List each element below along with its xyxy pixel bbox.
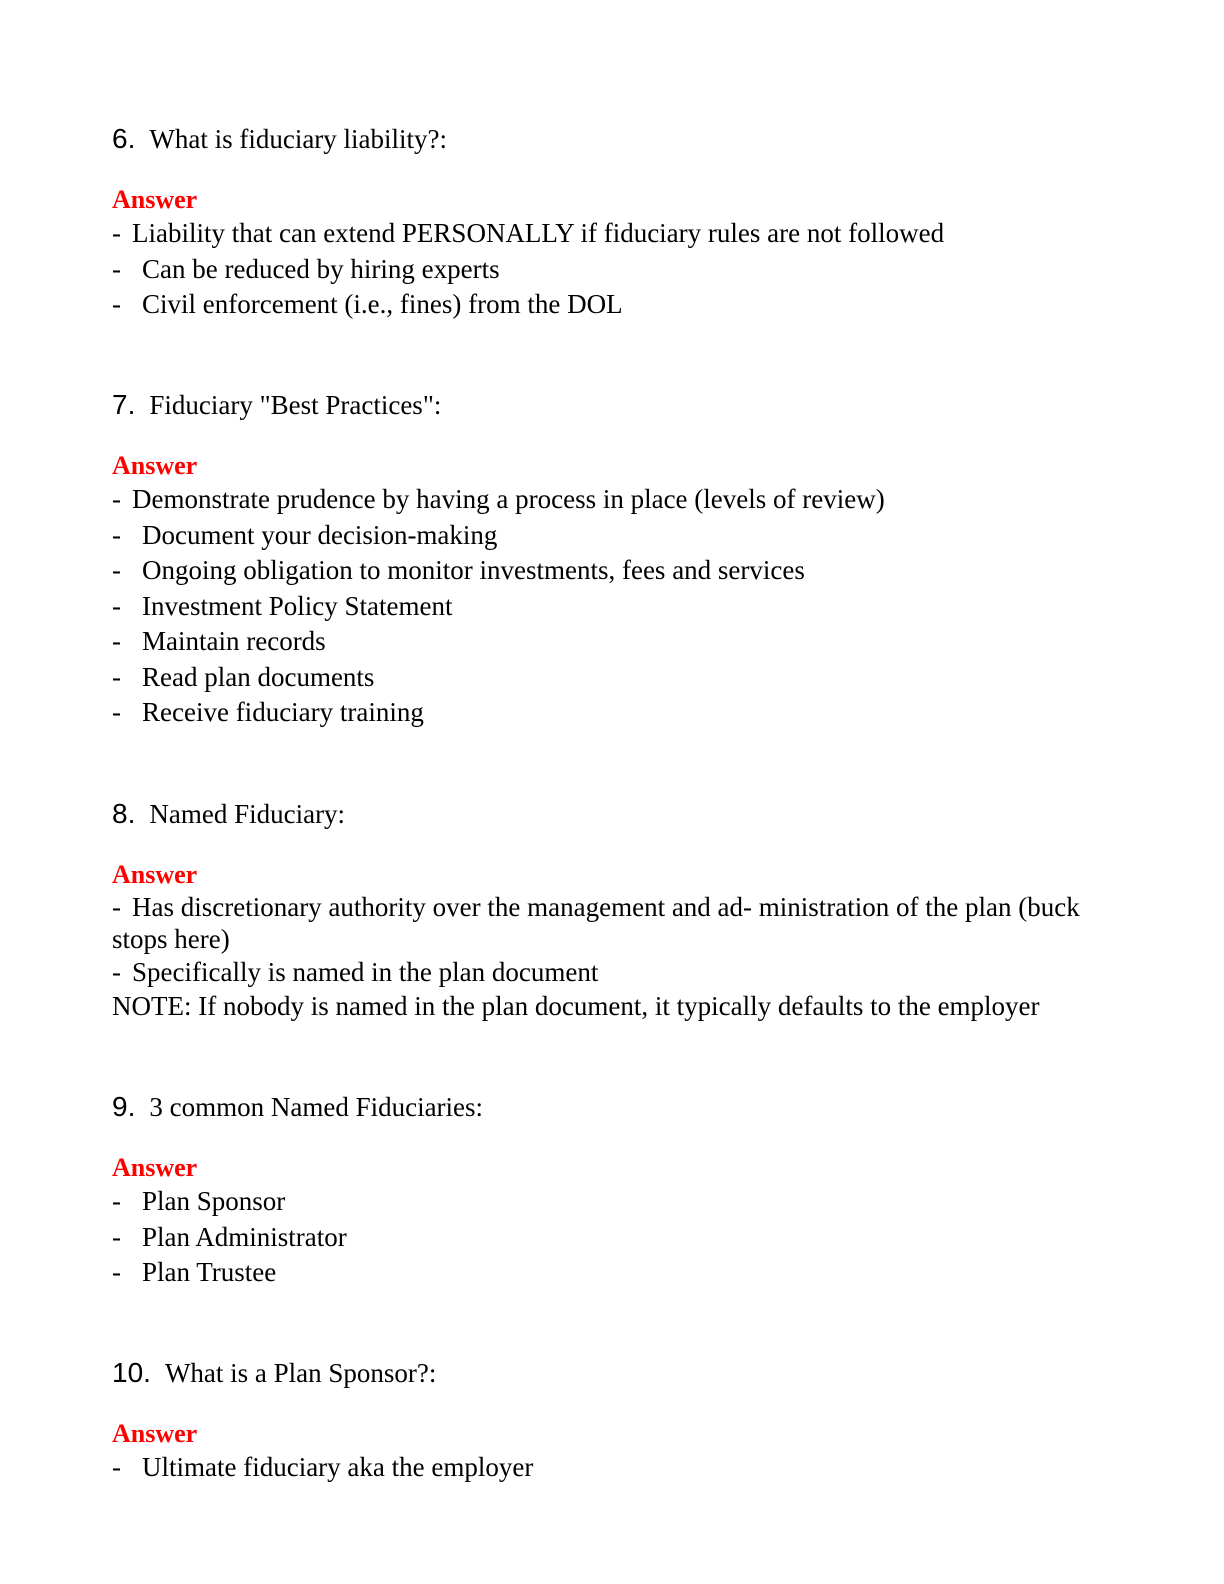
question-title <box>112 1356 1112 1390</box>
question-title <box>112 797 1112 831</box>
list-item <box>112 624 1112 660</box>
bullet-dash: - <box>112 555 121 585</box>
question-text: What is fiduciary liability?: <box>149 124 448 154</box>
list-item <box>112 518 1112 554</box>
item-text: Ongoing obligation to monitor investments, fees and services <box>142 555 805 585</box>
list-item <box>112 1220 1112 1256</box>
question-number: 7. <box>112 389 136 420</box>
list-item <box>112 252 1112 288</box>
item-text: Can be reduced by hiring experts <box>142 253 500 284</box>
item-text: Liability that can extend PERSONALLY if fiduciary rules are not followed <box>132 218 945 248</box>
answer-label: Answer <box>112 860 198 889</box>
note-text: NOTE: If nobody is named in the plan document, it typically defaults to the employer <box>112 991 1040 1021</box>
question-title <box>112 388 1112 422</box>
item-text: Ultimate fiduciary aka the employer <box>142 1452 534 1482</box>
bullet-dash: - <box>112 1221 121 1252</box>
answer-label: Answer <box>112 451 198 480</box>
bullet-dash: - <box>112 661 121 692</box>
item-text: Maintain records <box>142 626 326 656</box>
item-text: Read plan documents <box>142 661 375 692</box>
answer-label: Answer <box>112 185 198 214</box>
item-text: Plan Trustee <box>142 1257 277 1287</box>
answer-list <box>112 482 1112 731</box>
bullet-dash: - <box>112 626 121 656</box>
question-number: 6. <box>112 123 136 154</box>
list-item <box>112 660 1112 696</box>
question-number: 8. <box>112 798 136 829</box>
list-item <box>112 589 1112 625</box>
answer-list <box>112 1184 1112 1291</box>
question-text: Named Fiduciary: <box>149 799 346 829</box>
list-item <box>112 287 1112 323</box>
list-item <box>112 553 1112 589</box>
bullet-dash: - <box>112 1452 121 1482</box>
bullet-dash: - <box>112 590 121 621</box>
question-text: Fiduciary "Best Practices": <box>149 390 442 420</box>
question-text: 3 common Named Fiduciaries: <box>149 1092 484 1122</box>
answer-list <box>112 1450 1112 1486</box>
bullet-dash: - <box>112 1186 121 1216</box>
list-item <box>112 695 1112 731</box>
list-item <box>112 482 1112 518</box>
item-text: Demonstrate prudence by having a process in place (levels of review) <box>132 484 885 514</box>
bullet-dash: - <box>112 519 121 550</box>
question-8 <box>112 797 1112 1023</box>
bullet-dash: - <box>112 697 121 727</box>
question-6 <box>112 122 1112 323</box>
question-9 <box>112 1090 1112 1291</box>
question-title <box>112 122 1112 156</box>
question-10 <box>112 1356 1112 1486</box>
item-text: Document your decision-making <box>142 519 498 550</box>
list-item <box>112 891 1112 955</box>
list-item <box>112 216 1112 252</box>
list-item <box>112 955 1112 989</box>
answer-label: Answer <box>112 1153 198 1182</box>
question-text: What is a Plan Sponsor?: <box>164 1358 437 1388</box>
item-text: Specifically is named in the plan document <box>132 957 599 987</box>
answer-list <box>112 216 1112 323</box>
item-text: Plan Administrator <box>142 1221 347 1252</box>
question-number: 10. <box>112 1357 151 1388</box>
item-text: Plan Sponsor <box>142 1186 286 1216</box>
bullet-dash: - <box>112 1257 121 1287</box>
answer-list <box>112 891 1112 989</box>
item-text: Civil enforcement (i.e., fines) from the DOL <box>142 289 623 319</box>
bullet-dash: - <box>112 892 121 922</box>
list-item <box>112 1255 1112 1291</box>
item-text: Receive fiduciary training <box>142 697 424 727</box>
question-number: 9. <box>112 1091 136 1122</box>
item-text: Investment Policy Statement <box>142 590 453 621</box>
bullet-dash: - <box>112 484 121 514</box>
question-7 <box>112 388 1112 731</box>
list-item <box>112 1184 1112 1220</box>
bullet-dash: - <box>112 957 121 987</box>
question-title <box>112 1090 1112 1124</box>
answer-label: Answer <box>112 1419 198 1448</box>
list-item <box>112 1450 1112 1486</box>
bullet-dash: - <box>112 218 121 248</box>
bullet-dash: - <box>112 253 121 284</box>
item-text: Has discretionary authority over the management and ad- ministration of the plan (buck stops here) <box>112 892 1080 954</box>
bullet-dash: - <box>112 289 121 319</box>
